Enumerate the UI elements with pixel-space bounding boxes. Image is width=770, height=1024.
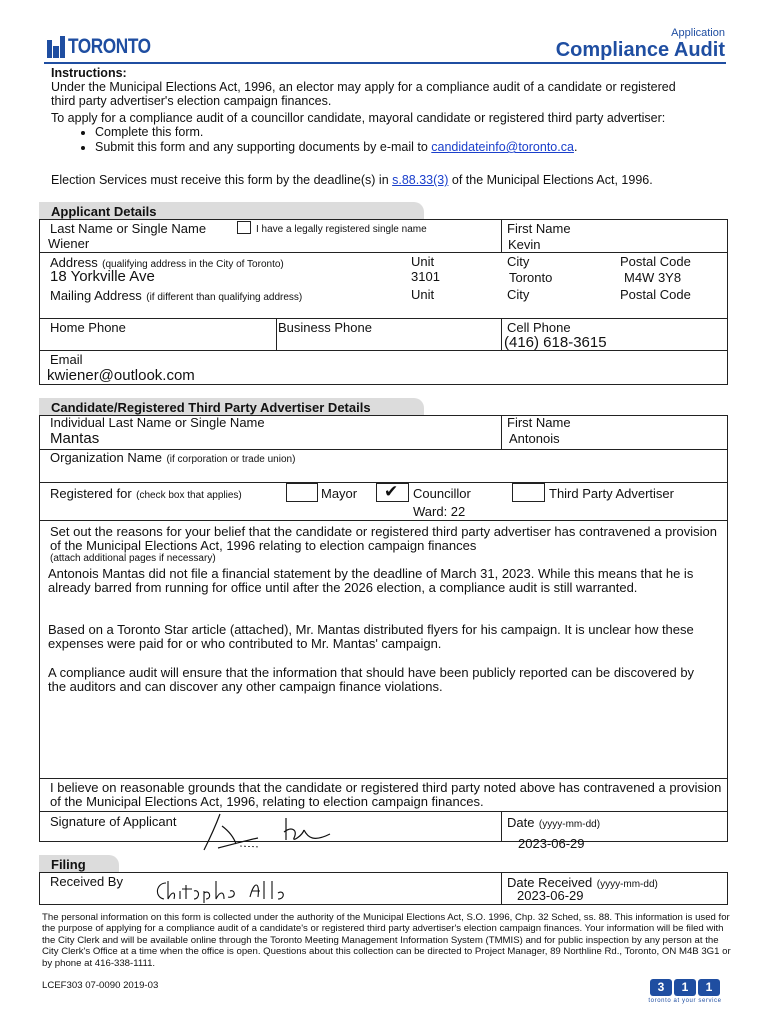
date-label: Date xyxy=(507,815,535,830)
applicant-row-divider xyxy=(39,318,728,319)
instructions-heading: Instructions: xyxy=(51,66,127,80)
third-party-label: Third Party Advertiser xyxy=(549,486,674,501)
applicant-signature[interactable] xyxy=(200,808,340,854)
mailing-city-label: City xyxy=(507,287,530,302)
single-name-checkbox[interactable] xyxy=(237,221,251,234)
mayor-checkbox[interactable] xyxy=(286,483,318,502)
date-label-group xyxy=(507,814,600,832)
postal-code-label: Postal Code xyxy=(620,254,691,269)
311-digits xyxy=(644,979,726,996)
instructions-how-to: To apply for a compliance audit of a councillor candidate, mayoral candidate or registered third party advertiser: xyxy=(51,111,666,125)
organization-label-group xyxy=(50,449,295,467)
date-format-note: (yyyy-mm-dd) xyxy=(538,819,601,830)
applicant-last-name-value[interactable]: Wiener xyxy=(48,236,90,251)
311-digit: 1 xyxy=(674,979,696,996)
deadline-text: Election Services must receive this form by the deadline(s) in xyxy=(51,173,393,187)
councillor-label: Councillor xyxy=(413,486,471,501)
deadline-note xyxy=(51,173,741,187)
applicant-section-title: Applicant Details xyxy=(39,202,424,220)
date-received-label: Date Received xyxy=(507,875,593,890)
home-phone-label: Home Phone xyxy=(50,320,126,335)
registered-for-label-group xyxy=(50,485,242,503)
single-name-checkbox-label: I have a legally registered single name xyxy=(256,224,427,235)
check-mark-icon: ✔ xyxy=(384,482,399,502)
filing-section-title: Filing xyxy=(39,855,119,873)
brand-wordmark: TORONTO xyxy=(68,35,151,58)
registered-for-label: Registered for xyxy=(50,486,132,501)
received-by-label: Received By xyxy=(50,874,123,889)
form-overline: Application xyxy=(671,27,725,39)
city-hall-icon xyxy=(47,34,65,58)
filing-col-divider xyxy=(501,872,502,905)
form-code: LCEF303 07-0090 2019-03 xyxy=(42,980,159,991)
signature-date-value[interactable]: 2023-06-29 xyxy=(518,836,585,851)
311-tagline: toronto at your service xyxy=(648,998,722,1004)
candidate-row-divider xyxy=(39,778,728,779)
first-name-label: First Name xyxy=(507,221,571,236)
date-received-format: (yyyy-mm-dd) xyxy=(596,879,658,890)
311-digit: 3 xyxy=(650,979,672,996)
applicant-address-value[interactable]: 18 Yorkville Ave xyxy=(50,268,155,285)
mailing-postal-label: Postal Code xyxy=(620,287,691,302)
candidateinfo-email-link[interactable]: candidateinfo@toronto.ca xyxy=(431,140,574,154)
reason-paragraph-2[interactable]: Based on a Toronto Star article (attached), Mr. Mantas distributed flyers for his campaign. It is unclear how these expenses were paid for or who contributed to Mr. Mantas' campaign. xyxy=(48,622,694,651)
city-label: City xyxy=(507,254,530,269)
candidate-last-name-value[interactable]: Mantas xyxy=(50,430,100,447)
date-received-value[interactable]: 2023-06-29 xyxy=(517,888,584,903)
last-name-label: Last Name or Single Name xyxy=(50,221,207,236)
address-label: Address xyxy=(50,255,98,270)
candidate-section-title: Candidate/Registered Third Party Advertiser Details xyxy=(39,398,424,416)
toronto-logo xyxy=(47,32,169,58)
belief-statement: I believe on reasonable grounds that the candidate or registered third party noted above has contravened a provision of the Municipal Elections Act, 1996, relating to election campaign finances. xyxy=(50,780,722,809)
ward-value[interactable]: Ward: 22 xyxy=(413,504,466,519)
instructions-intro: Under the Municipal Elections Act, 1996, an elector may apply for a compliance audit of a candidate or registered third party advertiser's election campaign finances. xyxy=(51,80,676,108)
third-party-checkbox[interactable] xyxy=(512,483,545,502)
applicant-city-value[interactable]: Toronto xyxy=(509,270,553,285)
applicant-email-value[interactable]: kwiener@outlook.com xyxy=(47,367,195,384)
instructions-steps xyxy=(51,125,731,155)
candidate-first-name-value[interactable]: Antonois xyxy=(509,431,560,446)
applicant-row-divider xyxy=(39,252,728,253)
mailing-address-note: (if different than qualifying address) xyxy=(146,292,303,303)
address-note: (qualifying address in the City of Toronto) xyxy=(102,259,284,270)
311-digit: 1 xyxy=(698,979,720,996)
mailing-unit-label: Unit xyxy=(411,287,435,302)
mailing-address-label: Mailing Address xyxy=(50,288,142,303)
applicant-unit-value[interactable]: 3101 xyxy=(411,269,440,284)
applicant-col-divider xyxy=(501,318,502,351)
candidate-col-divider xyxy=(501,811,502,842)
candidate-first-name-label: First Name xyxy=(507,415,571,430)
deadline-text-end: of the Municipal Elections Act, 1996. xyxy=(448,173,653,187)
organization-label: Organization Name xyxy=(50,450,162,465)
311-logo xyxy=(644,979,726,1004)
candidate-col-divider xyxy=(501,415,502,450)
applicant-postal-value[interactable]: M4W 3Y8 xyxy=(624,270,682,285)
section-88-link[interactable]: s.88.33(3) xyxy=(392,173,449,187)
applicant-col-divider xyxy=(501,219,502,253)
step-submit-text: Submit this form and any supporting documents by e-mail to xyxy=(95,140,432,154)
mailing-address-label-group xyxy=(50,287,302,305)
mayor-label: Mayor xyxy=(321,486,358,501)
applicant-row-divider xyxy=(39,350,728,351)
step-submit-end: . xyxy=(573,140,578,154)
reasons-heading: Set out the reasons for your belief that the candidate or registered third party advertiser has contravened a provision of the Municipal Elections Act, 1996 relating to election campaign finances xyxy=(50,524,717,553)
councillor-checkbox[interactable] xyxy=(376,483,409,502)
organization-note: (if corporation or trade union) xyxy=(166,454,296,465)
candidate-row-divider xyxy=(39,520,728,521)
cell-phone-label: Cell Phone xyxy=(507,320,571,335)
form-title: Compliance Audit xyxy=(555,39,725,61)
step-submit-form xyxy=(95,140,731,155)
applicant-cell-phone-value[interactable]: (416) 618-3615 xyxy=(504,334,607,351)
reasons-note: (attach additional pages if necessary) xyxy=(50,553,216,564)
signature-label: Signature of Applicant xyxy=(50,814,177,829)
unit-label: Unit xyxy=(411,254,435,269)
business-phone-label: Business Phone xyxy=(278,320,372,335)
registered-for-note: (check box that applies) xyxy=(136,490,242,501)
received-by-signature[interactable] xyxy=(152,877,292,903)
privacy-notice: The personal information on this form is collected under the authority of the Municipal Elections Act, S.O. 1996, Chp. 32 Sched, ss. 88. This information is used for the purpose of applying for a compliance audit of a candidate's or registered third party advertiser's election campaign finances. Your information will be filed with the City Clerk and will be available online through the Toronto Meeting Management Information System (TMMIS) and for public inspection by any person at the City Clerk's Office at a time when the office is open. Questions about this collection can be directed to Project Manager, 89 Northline Rd., Toronto, ON M4B 3G1 or by phone at 416-338-1111. xyxy=(42,912,731,969)
email-label: Email xyxy=(50,352,83,367)
applicant-col-divider xyxy=(276,318,277,351)
applicant-first-name-value[interactable]: Kevin xyxy=(508,237,541,252)
candidate-row-divider xyxy=(39,811,728,812)
candidate-last-name-label: Individual Last Name or Single Name xyxy=(50,415,265,430)
reason-paragraph-3[interactable]: A compliance audit will ensure that the information that should have been publicly reported can be discovered by the auditors and can discover any other campaign finance violations. xyxy=(48,665,695,694)
header-rule xyxy=(44,62,726,64)
reason-paragraph-1[interactable]: Antonois Mantas did not file a financial statement by the deadline of March 31, 2023. While this means that he is already barred from running for office until after the 2026 election, a compliance audit is still warranted. xyxy=(48,566,694,595)
step-complete-form: • Complete this form. xyxy=(95,125,731,140)
